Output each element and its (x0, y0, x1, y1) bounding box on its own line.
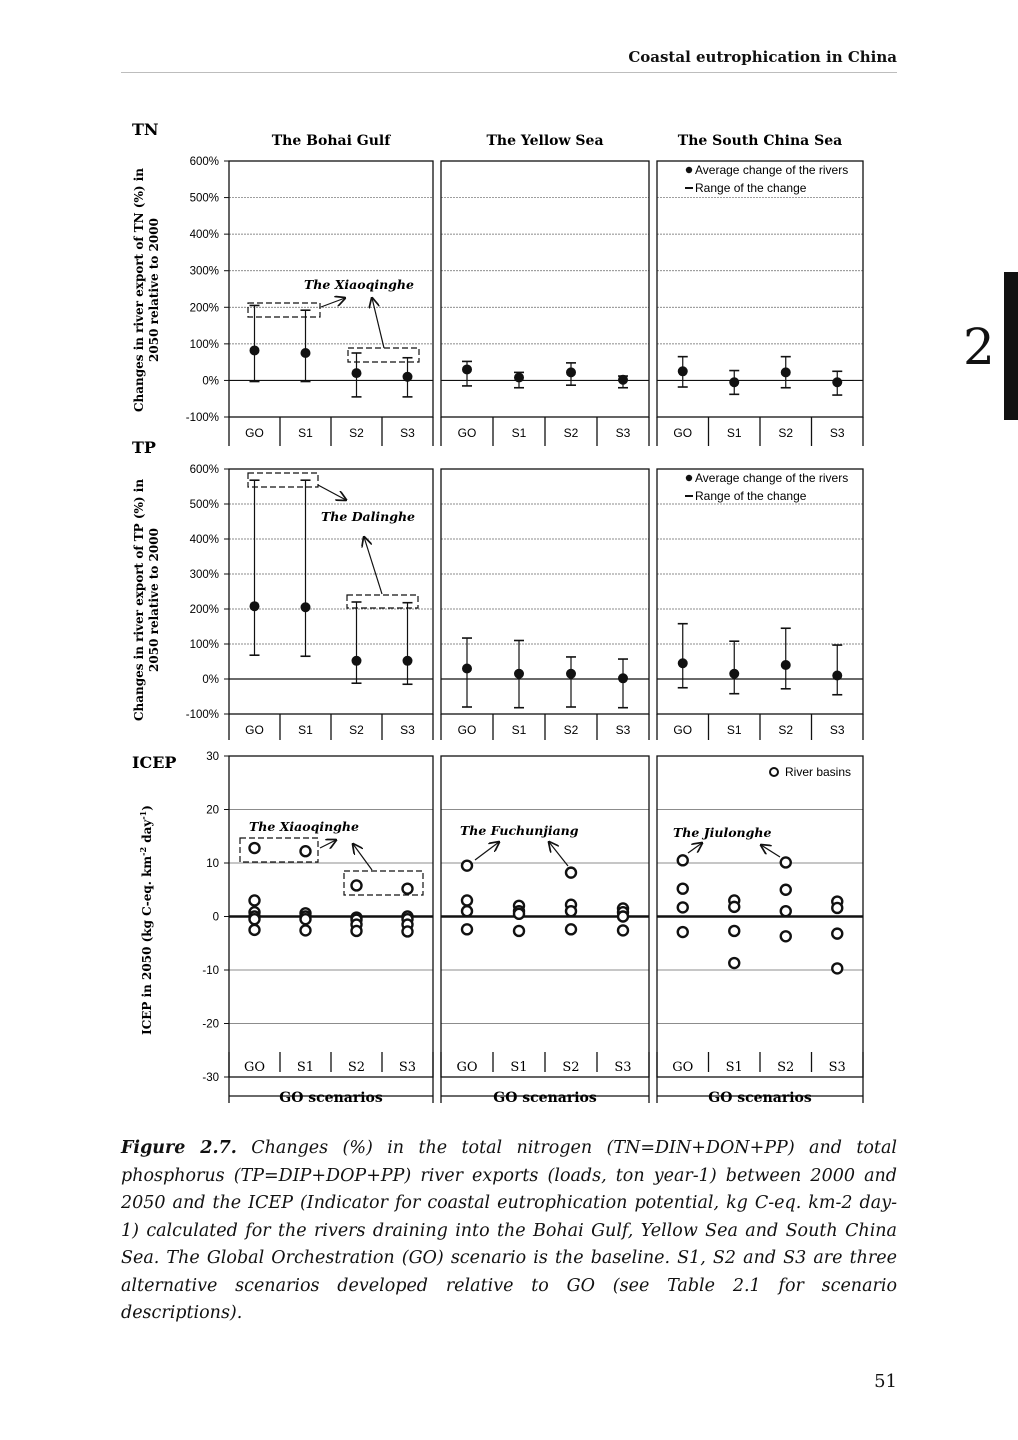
y-tick-label: -30 (202, 1072, 219, 1084)
river-basin-point (781, 906, 791, 916)
mean-point (618, 673, 628, 683)
annotation-arrow (318, 485, 346, 500)
scenario-label-s1: S1 (296, 1060, 315, 1075)
plot-frame (441, 469, 649, 714)
scenario-label-s2: S2 (778, 723, 794, 737)
mean-point (618, 375, 628, 385)
footer-label: GO scenarios (708, 1090, 812, 1106)
river-basin-point (618, 925, 628, 935)
y-tick-label: -100% (185, 412, 219, 424)
subplot-tn-the-yellow-sea (441, 161, 649, 446)
mean-point (678, 366, 688, 376)
river-basin-point (403, 884, 413, 894)
river-basin-point (678, 855, 688, 865)
annotation-fuchunjiang: The Fuchunjiang (460, 823, 579, 838)
river-basin-point (678, 902, 688, 912)
panel-title-tn: TN (132, 120, 159, 139)
legend-symbol-circle (770, 768, 778, 776)
scenario-label-s2: S2 (778, 426, 794, 440)
annotation-box (348, 348, 419, 362)
mean-point (250, 345, 260, 355)
y-axis-label-line: Changes in river export of TN (%) in (132, 167, 146, 413)
mean-point (566, 367, 576, 377)
y-tick-label: 10 (206, 858, 219, 870)
y-axis-label (132, 168, 161, 412)
y-axis-label-line: Changes in river export of TP (%) in (132, 478, 146, 722)
scenario-label-s2: S2 (349, 723, 364, 737)
y-tick-label: 20 (206, 804, 219, 817)
scenario-label-s1: S1 (510, 1060, 528, 1075)
plot-frame (657, 161, 863, 417)
column-header-the-bohai-gulf: The Bohai Gulf (271, 133, 391, 149)
y-axis-label-line: 2050 relative to 2000 (147, 218, 161, 362)
y-tick-label: 200% (189, 302, 219, 315)
mean-point (352, 368, 362, 378)
scenario-label-s3: S3 (829, 426, 845, 440)
river-basin-point (403, 926, 413, 936)
river-basin-point (462, 924, 472, 934)
y-tick-label: 0% (202, 674, 219, 686)
mean-point (566, 669, 576, 679)
mean-point (729, 669, 739, 679)
y-tick-label: 500% (189, 499, 219, 511)
scenario-label-s3: S3 (614, 1060, 632, 1075)
figure-label: Figure 2.7. (121, 1138, 237, 1158)
scenario-label-go: GO (245, 426, 264, 440)
scenario-label-s2: S2 (563, 723, 579, 737)
mean-point (832, 377, 842, 387)
subplot-tn-the-bohai-gulf (224, 161, 433, 446)
footer-label: GO scenarios (493, 1090, 597, 1106)
annotation-arrow (320, 840, 336, 848)
y-axis-label-part: ICEP in 2050 (kg C-eq. km (140, 855, 154, 1035)
scenario-label-s1: S1 (726, 723, 742, 737)
mean-point (403, 372, 413, 382)
mean-point (403, 656, 413, 666)
panel-tn (132, 120, 863, 446)
river-basin-point (301, 846, 311, 856)
river-basin-point (250, 914, 260, 924)
legend-item-range: Range of the change (695, 181, 807, 195)
page-number: 51 (874, 1371, 897, 1392)
scenario-label-s2: S2 (347, 1060, 366, 1075)
panel-icep (132, 751, 863, 1106)
river-basin-point (832, 929, 842, 939)
scenario-label-go: GO (456, 1060, 478, 1075)
scenario-label-go: GO (672, 1060, 694, 1075)
river-basin-point (781, 857, 791, 867)
subplot-icep-the-yellow-sea (441, 756, 649, 1106)
y-tick-label: 200% (189, 604, 219, 616)
figure-caption (121, 1135, 897, 1328)
river-basin-point (729, 926, 739, 936)
river-basin-point (678, 884, 688, 894)
panel-tp (132, 438, 863, 740)
scenario-label-s1: S1 (298, 426, 313, 440)
scenario-label-s3: S3 (615, 426, 631, 440)
caption-text: Changes (%) in the total nitrogen (TN=DIN+DON+PP) and total phosphorus (TP=DIP+DOP+PP) river exports (loads, ton year-1) between 2000 and 2050 and the ICEP (Indicator for coastal eutrophication potential, kg C-eq. km-2 day-1) calculated for the rivers draining into the Bohai Gulf, Yellow Sea and South China Sea. The Global Orchestration (GO) scenario is the baseline. S1, S2 and S3 are three alternative scenarios developed relative to GO (see Table 2.1 for scenario descriptions). (121, 1138, 897, 1323)
column-header-the-south-china-sea: The South China Sea (677, 133, 843, 149)
scenario-label-go: GO (245, 723, 264, 737)
scenario-label-s2: S2 (777, 1060, 795, 1075)
river-basin-point (832, 903, 842, 913)
plot-frame (657, 469, 863, 714)
scenario-label-s1: S1 (726, 426, 742, 440)
subplot-tp-the-yellow-sea (441, 469, 649, 740)
mean-point (514, 669, 524, 679)
mean-point (781, 367, 791, 377)
y-tick-label: 600% (189, 464, 219, 476)
subplot-tn-the-south-china-sea (657, 161, 863, 446)
river-basin-point (352, 926, 362, 936)
legend-item-average: Average change of the rivers (695, 163, 849, 177)
river-basin-point (250, 895, 260, 905)
annotation-jiulonghe: The Jiulonghe (673, 825, 772, 840)
y-tick-label: -100% (185, 709, 219, 721)
legend-item-average: Average change of the rivers (695, 471, 849, 485)
annotation-arrow (688, 843, 702, 853)
y-axis-label-part: -2 (138, 846, 148, 856)
river-basin-point (781, 931, 791, 941)
mean-point (729, 377, 739, 387)
scenario-label-go: GO (673, 723, 693, 737)
scenario-label-go: GO (457, 723, 477, 737)
river-basin-point (514, 926, 524, 936)
scenario-label-s3: S3 (615, 723, 631, 737)
river-basin-point (462, 895, 472, 905)
river-basin-point (566, 868, 576, 878)
legend-symbol-point (686, 167, 692, 173)
column-header-the-yellow-sea: The Yellow Sea (486, 133, 604, 149)
scenario-label-s1: S1 (725, 1060, 743, 1075)
scenario-label-s1: S1 (511, 426, 527, 440)
y-tick-label: 400% (189, 534, 219, 546)
legend-item-basins: River basins (785, 765, 852, 779)
y-tick-label: 400% (189, 229, 219, 242)
river-basin-point (729, 958, 739, 968)
annotation-arrow (761, 845, 780, 857)
mean-point (301, 348, 311, 358)
mean-point (301, 602, 311, 612)
river-basin-point (462, 906, 472, 916)
scenario-label-s1: S1 (298, 723, 313, 737)
river-basin-point (301, 925, 311, 935)
subplot-icep-the-bohai-gulf (224, 756, 433, 1106)
chapter-number: 2 (963, 318, 995, 376)
mean-point (678, 658, 688, 668)
scenario-label-s3: S3 (400, 426, 415, 440)
scenario-label-s2: S2 (563, 426, 579, 440)
scenario-label-s1: S1 (511, 723, 527, 737)
legend-item-range: Range of the change (695, 489, 807, 503)
y-tick-label: 300% (189, 569, 219, 581)
river-basin-point (618, 912, 628, 922)
scenario-label-go: GO (457, 426, 477, 440)
running-title: Coastal eutrophication in China (628, 48, 897, 66)
annotation-arrow (549, 842, 568, 866)
river-basin-point (462, 861, 472, 871)
panel-title-tp: TP (132, 438, 156, 457)
scenario-label-go: GO (243, 1060, 266, 1075)
y-tick-label: -20 (202, 1018, 219, 1031)
annotation-xiaoqinghe-tn: The Xiaoqinghe (304, 277, 414, 292)
river-basin-point (781, 885, 791, 895)
river-basin-point (250, 925, 260, 935)
river-basin-point (514, 909, 524, 919)
y-tick-label: 0% (202, 375, 219, 388)
mean-point (514, 373, 524, 383)
mean-point (462, 364, 472, 374)
mean-point (352, 656, 362, 666)
y-axis-label-part: ) (140, 805, 154, 811)
footer-label: GO scenarios (279, 1090, 383, 1106)
scenario-label-s3: S3 (400, 723, 415, 737)
scenario-label-go: GO (673, 426, 693, 440)
y-tick-label: 100% (189, 338, 219, 351)
river-basin-point (352, 880, 362, 890)
river-basin-point (832, 963, 842, 973)
mean-point (781, 660, 791, 670)
scenario-label-s2: S2 (562, 1060, 580, 1075)
mean-point (462, 664, 472, 674)
plot-frame (441, 161, 649, 417)
y-axis-label-line: 2050 relative to 2000 (147, 528, 161, 672)
river-basin-point (250, 843, 260, 853)
annotation-dalinghe: The Dalinghe (321, 509, 416, 524)
y-tick-label: 600% (189, 156, 219, 168)
scenario-label-s3: S3 (829, 723, 845, 737)
annotation-arrow (321, 298, 345, 307)
river-basin-point (301, 914, 311, 924)
y-axis-label-part: day (140, 819, 154, 847)
y-tick-label: 0 (212, 911, 219, 924)
annotation-arrow (475, 842, 499, 860)
subplot-icep-the-south-china-sea (657, 756, 863, 1106)
annotation-arrow (364, 537, 382, 594)
y-tick-label: 100% (189, 639, 219, 651)
river-basin-point (566, 924, 576, 934)
mean-point (250, 601, 260, 611)
y-axis-label-part: -1 (138, 810, 148, 820)
river-basin-point (678, 927, 688, 937)
panel-title-icep: ICEP (132, 753, 177, 772)
y-axis-label (132, 479, 161, 721)
y-axis-label (138, 805, 154, 1035)
y-tick-label: 500% (189, 192, 219, 205)
y-tick-label: -10 (202, 965, 219, 977)
annotation-xiaoqinghe-icep: The Xiaoqinghe (249, 819, 359, 834)
annotation-arrow (372, 298, 384, 348)
y-tick-label: 30 (206, 751, 219, 763)
scenario-label-s2: S2 (349, 426, 364, 440)
river-basin-point (729, 902, 739, 912)
y-tick-label: 300% (189, 265, 219, 278)
scenario-label-s3: S3 (828, 1060, 846, 1075)
legend-symbol-point (686, 475, 692, 481)
annotation-arrow (353, 844, 372, 870)
scenario-label-s3: S3 (398, 1060, 417, 1075)
river-basin-point (566, 906, 576, 916)
plot-frame (229, 469, 433, 714)
subplot-tp-the-south-china-sea (657, 469, 863, 740)
mean-point (832, 671, 842, 681)
